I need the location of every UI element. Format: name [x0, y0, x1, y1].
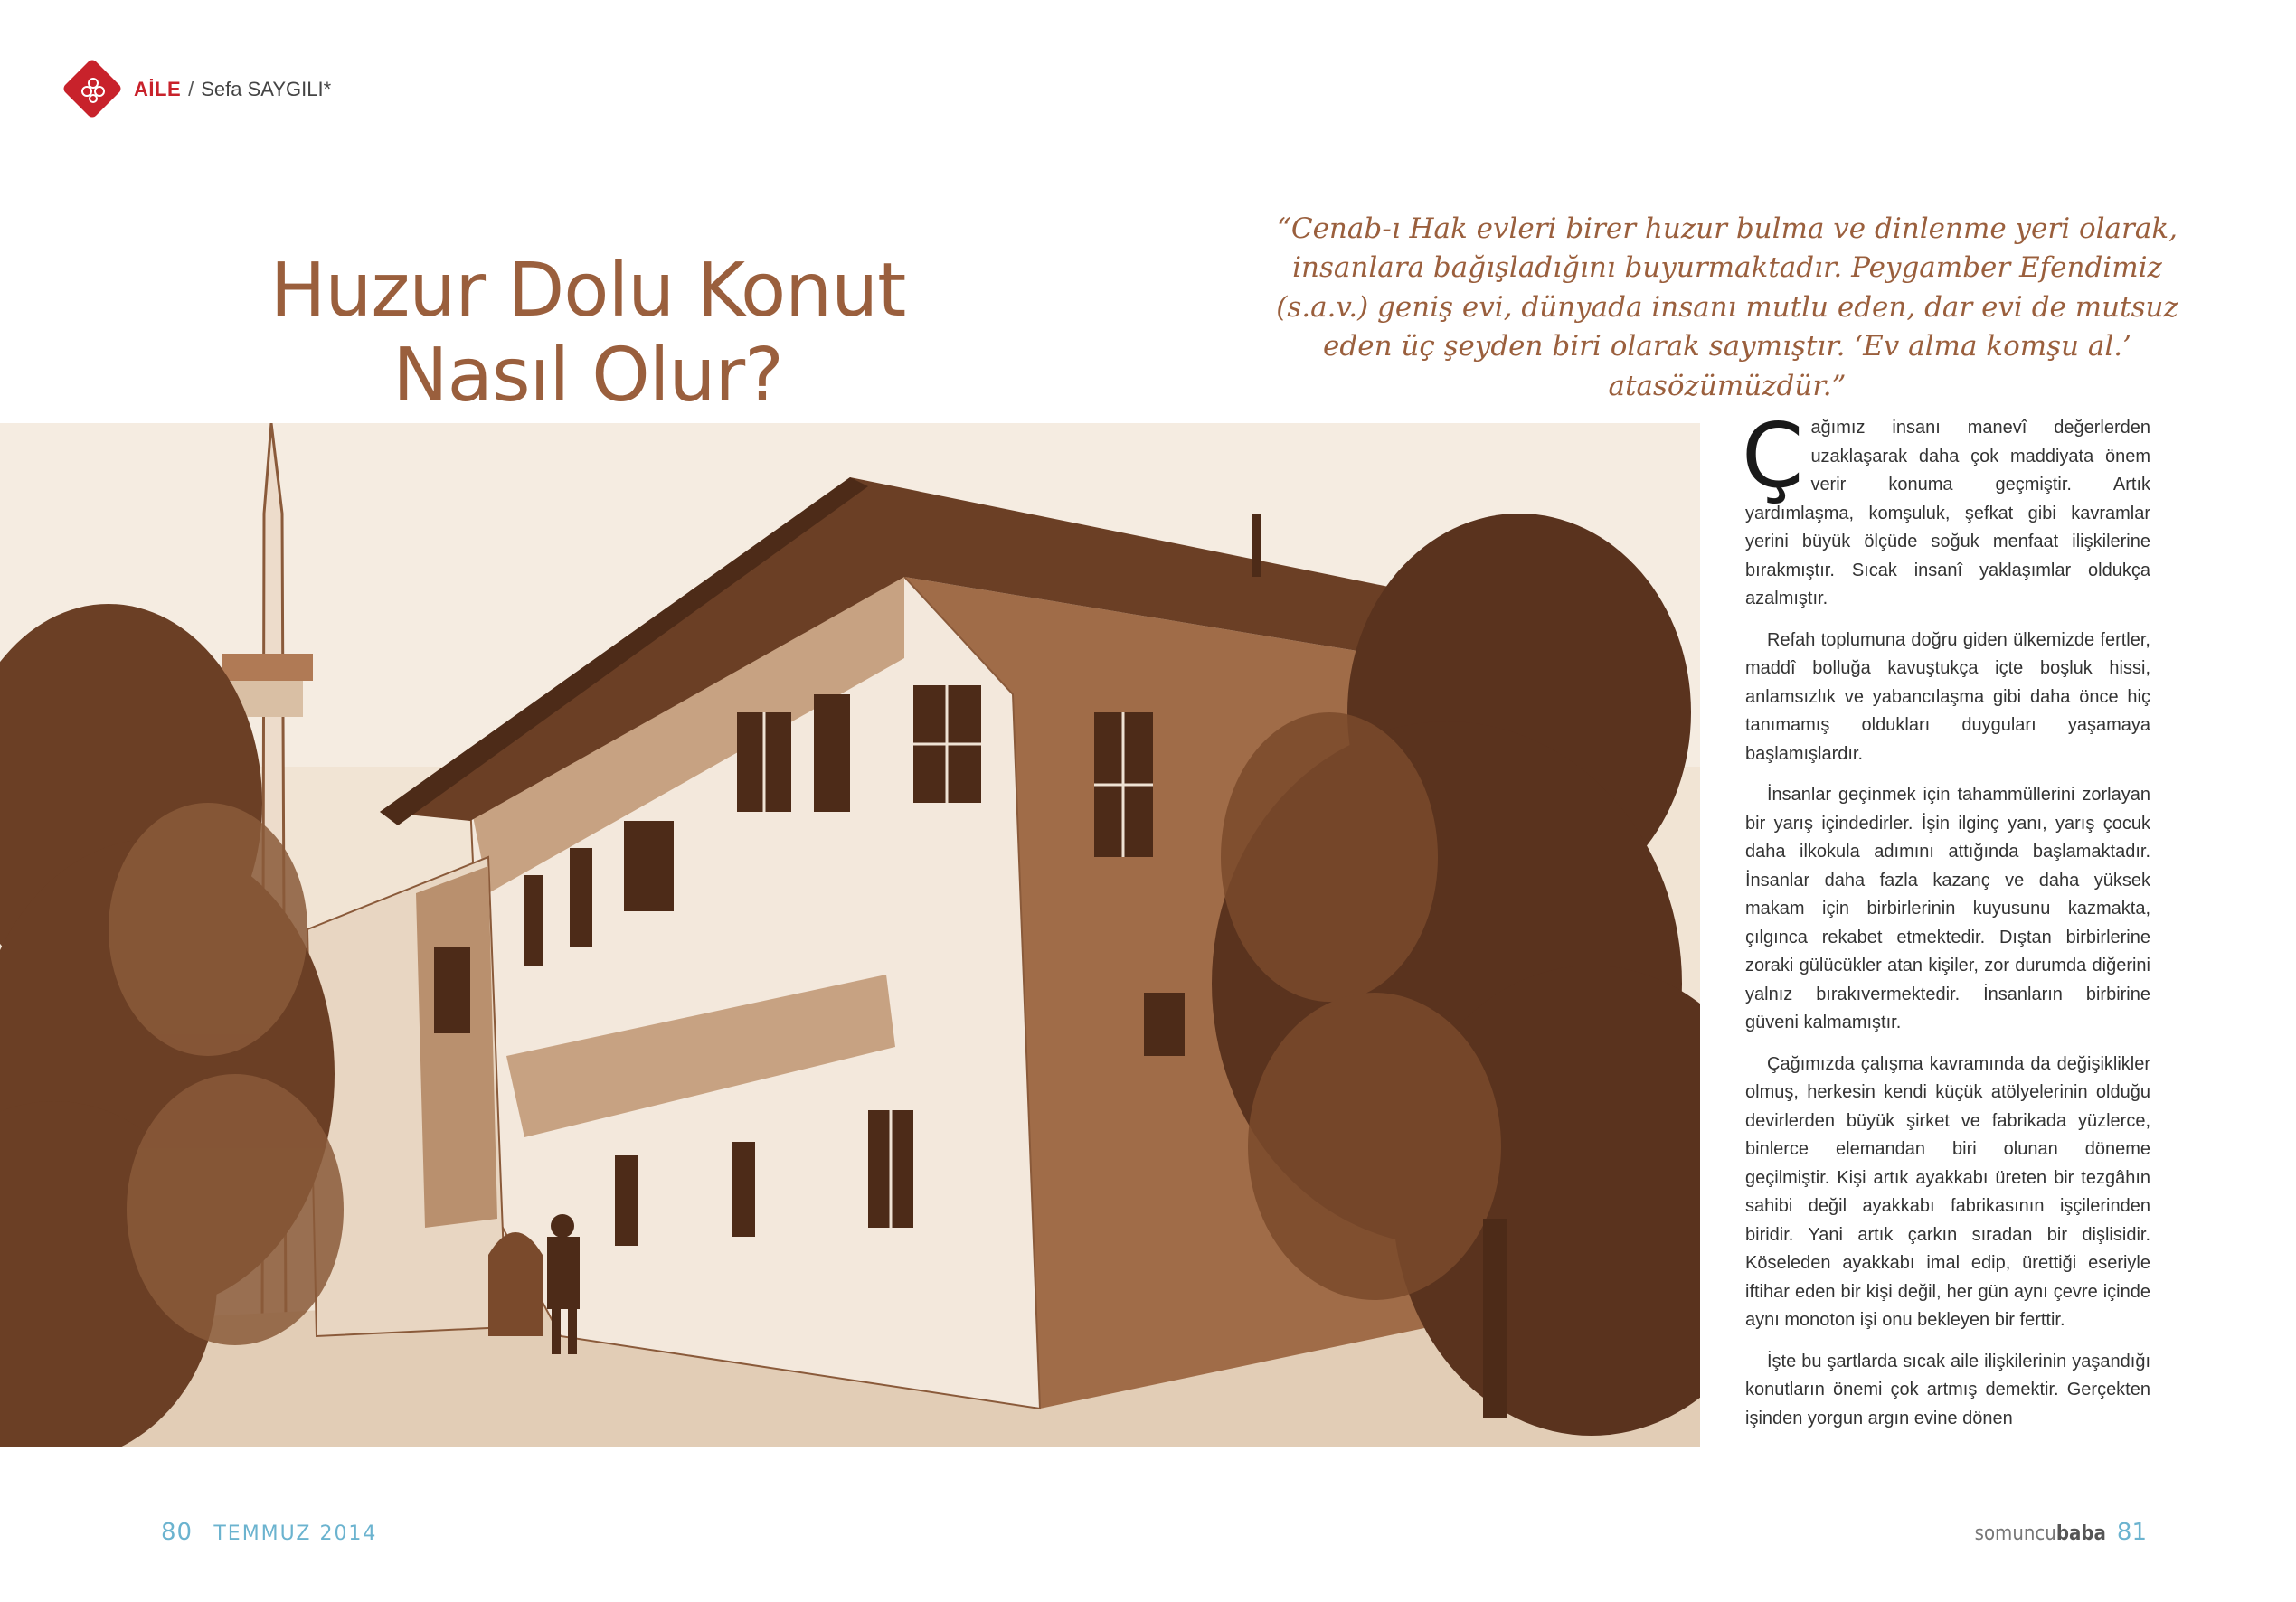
footer-left — [161, 1519, 377, 1546]
article-title — [253, 249, 922, 419]
footer-right — [1975, 1519, 2147, 1546]
author-name: Sefa SAYGILI* — [201, 78, 332, 100]
left-page-number: 80 — [161, 1519, 194, 1546]
drop-cap: Ç — [1742, 405, 1804, 508]
diamond-logo-icon — [61, 58, 125, 121]
brand-light: somuncu — [1974, 1522, 2056, 1545]
title-line-1: Huzur Dolu Konut — [269, 247, 906, 334]
header-separator: / — [188, 78, 194, 100]
magazine-brand — [1975, 1522, 2106, 1545]
paragraph-5: İşte bu şartlarda sıcak aile ilişkilerinin yaşandığı konutların önemi çok artmış demektir. Gerçekten işinden yorgun argın evine dönen — [1745, 1351, 2150, 1428]
paragraph-1 — [1742, 405, 2150, 614]
house-illustration — [0, 423, 1700, 1447]
paragraph-3: İnsanlar geçinmek için tahammüllerini zorlayan bir yarış içindedirler. İşin ilginç yanı, yarış çocuk daha ilkokula adımını attığında başlamaktadır. İnsanlar daha fazla kazanç ve daha yüksek makam için birbirlerinin kuyusunu kazmakta, çılgınca rekabet etmektedir. Dıştan birbirlerine zoraki gülücükler atan kişiler, zor durumda diğerini yalnız bırakıvermektedir. İnsanların birbirine güveni kalmamıştır. — [1745, 785, 2150, 1032]
section-header — [61, 58, 331, 121]
issue-date: TEMMUZ 2014 — [213, 1522, 378, 1545]
paragraph-4: Çağımızda çalışma kavramında da değişiklikler olmuş, herkesin kendi küçük atölyelerinin olduğu devirlerden büyük şirket ve fabrikada yüzlerce, binlerce elemandan biri olunan döneme geçilmiştir. Kişi artık ayakkabı üreten bir tezgâhın sahibi değil ayakkabı fabrikasının işçilerinden biridir. Yani artık çarkın sıradan bir dişlisidir. Köseleden ayakkabı imal edip, ürettiği eseriyle iftihar eden bir kişi değil, her gün aynı çevre içinde aynı monoton işi onu bekleyen bir ferttir. — [1745, 1053, 2150, 1330]
pull-quote: “Cenab-ı Hak evleri birer huzur bulma ve dinlenme yeri olarak, insanlara bağışladığını buyurmaktadır. Peygamber Efendimiz (s.a.v.) geniş evi, dünyada insanı mutlu eden, dar evi de mutsuz eden üç şeyden biri olarak saymıştır. ‘Ev alma komşu al.’ atasözümüzdür.” — [1276, 212, 2178, 402]
title-line-2: Nasıl Olur? — [392, 333, 783, 419]
paragraph-1-text: ağımız insanı manevî değerlerden uzaklaşarak daha çok maddiyata önem verir konuma geçmiştir. Artık yardımlaşma, komşuluk, şefkat gibi kavramlar yerini büyük ölçüde soğuk menfaat ilişkilerine bırakmıştır. Sıcak insanî yaklaşımlar oldukça azalmıştır. — [1745, 418, 2150, 608]
paragraph-2: Refah toplumuna doğru giden ülkemizde fertler, maddî bolluğa kavuştukça içte boşluk hissi, anlamsızlık ve yabancılaşma gibi daha önce hiç tanımamış oldukları duyguları yaşamaya başlamışlardır. — [1745, 629, 2150, 764]
brand-bold: baba — [2055, 1522, 2106, 1545]
right-page-number: 81 — [2116, 1519, 2147, 1546]
article-body — [1742, 405, 2150, 1446]
section-label: AİLE — [134, 78, 182, 100]
